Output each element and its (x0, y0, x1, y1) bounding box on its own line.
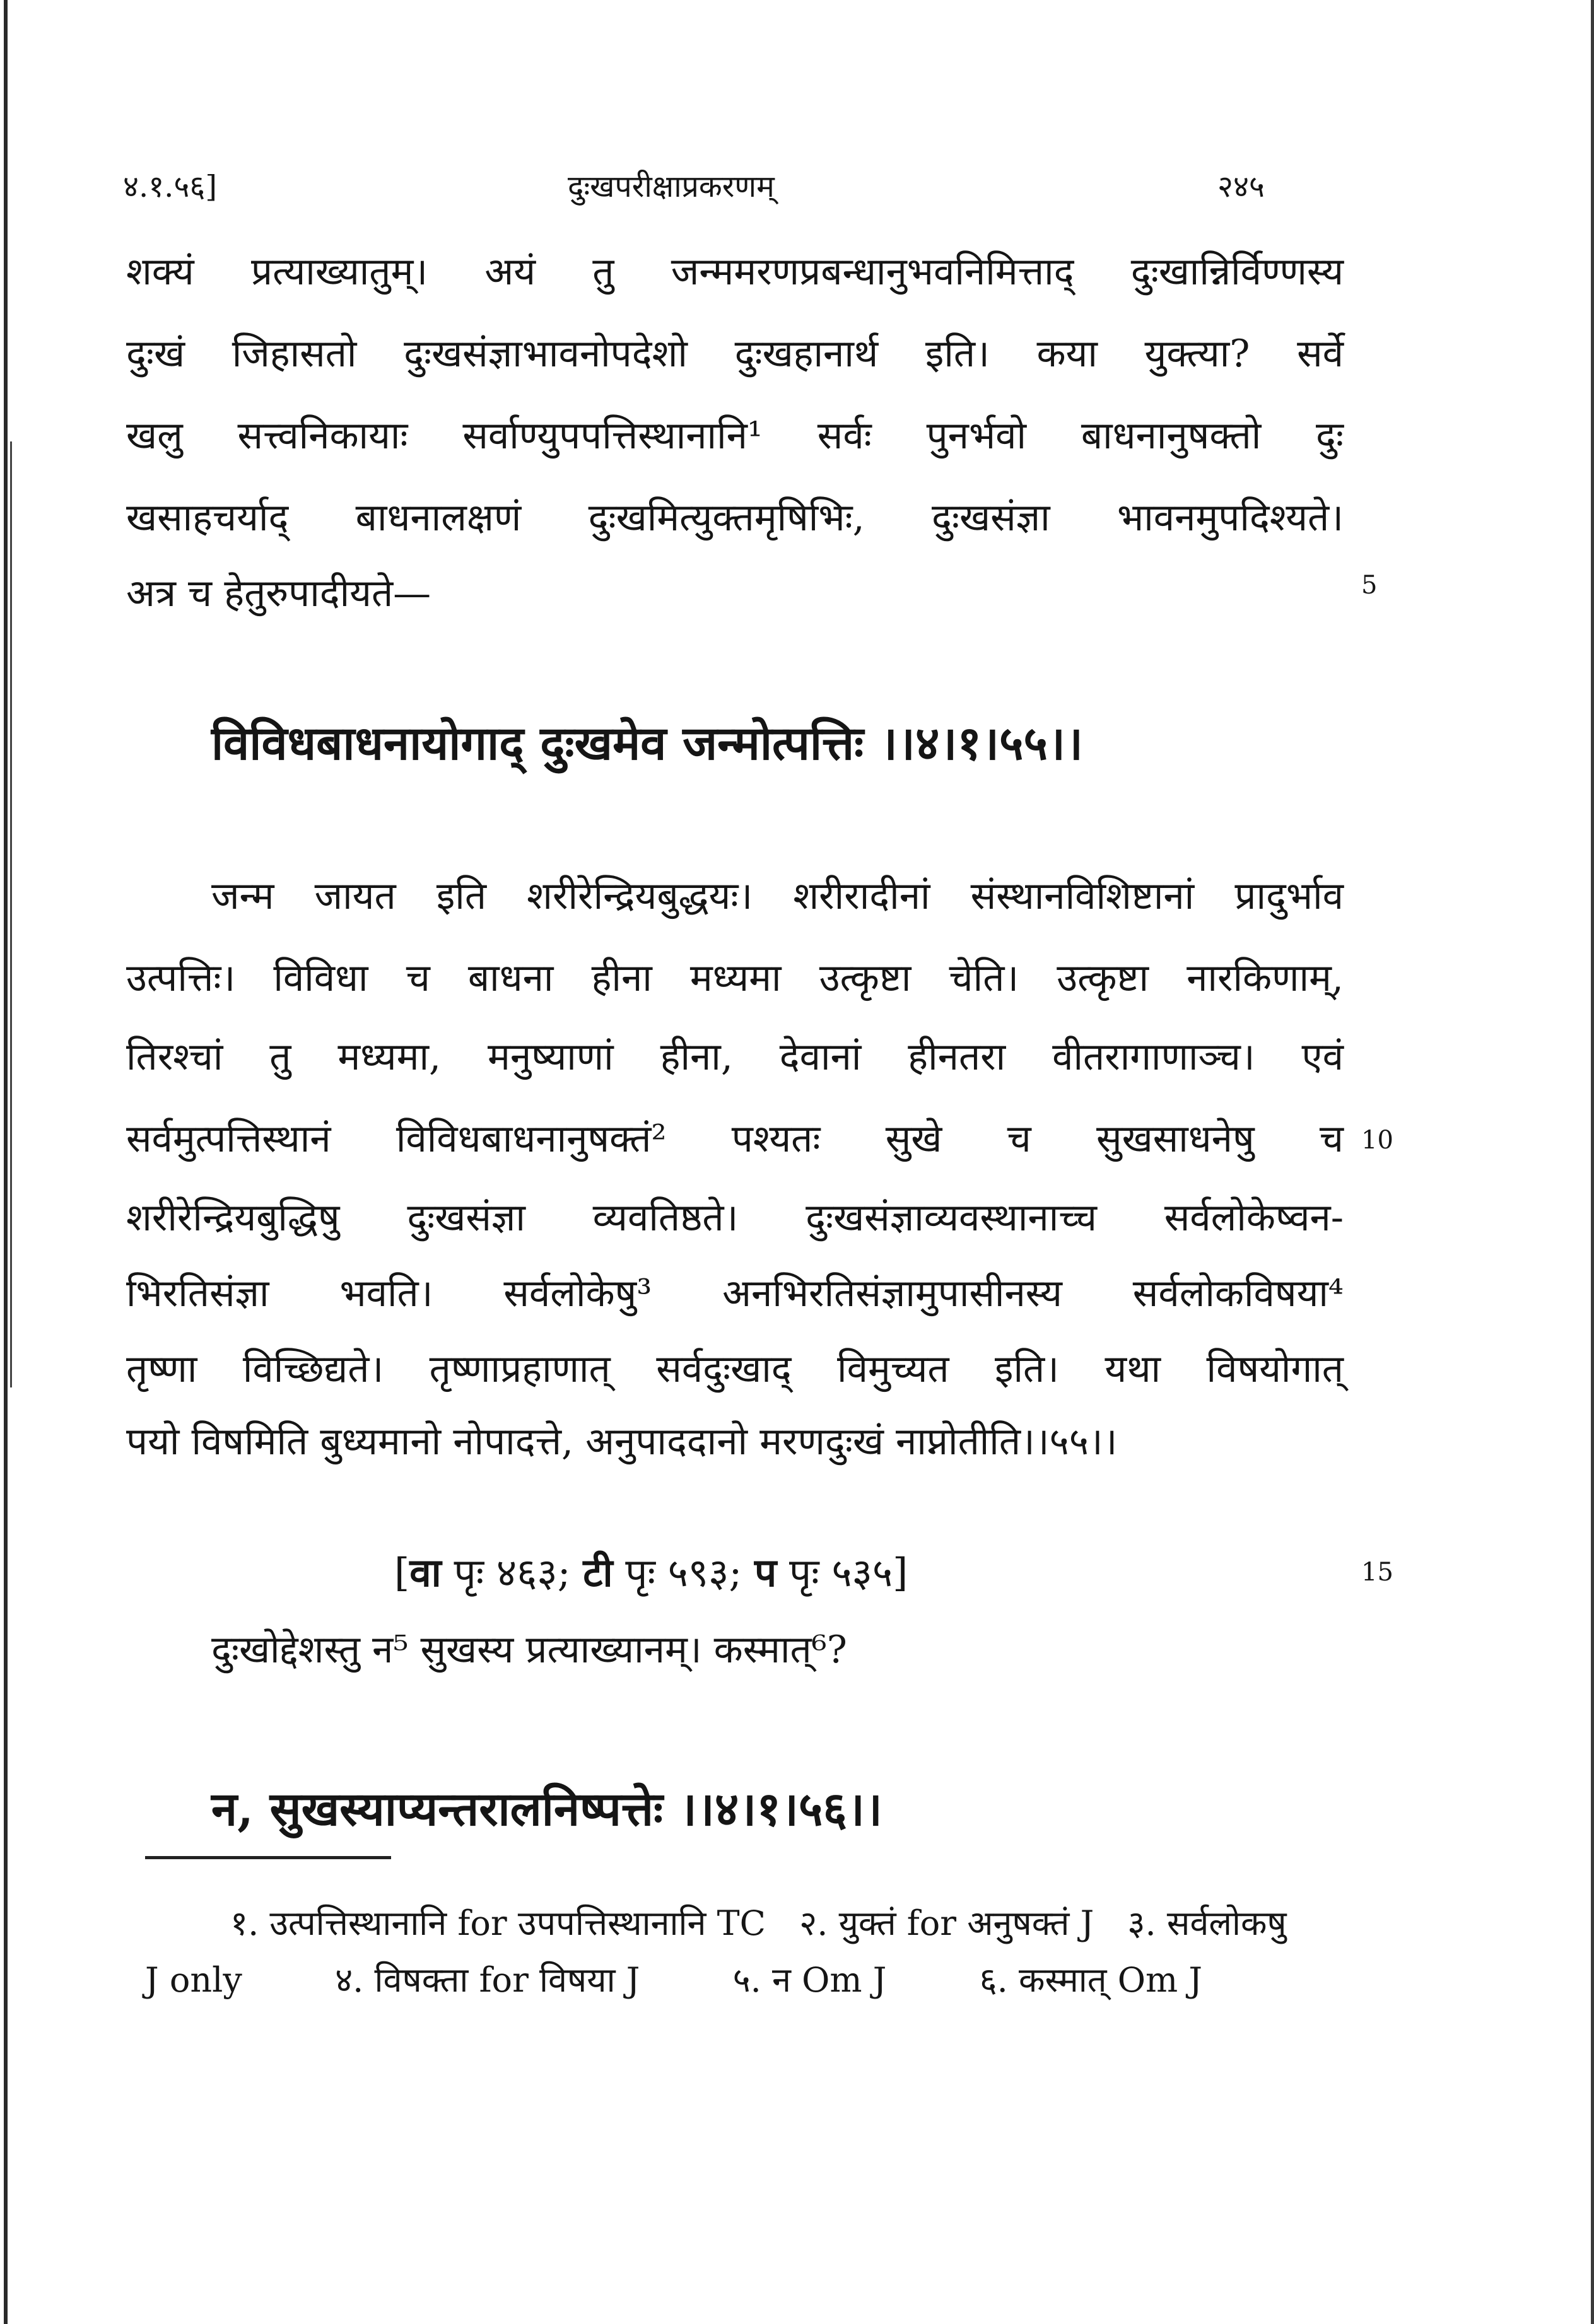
footnote-3-cont: J only (145, 1960, 242, 2000)
header-page-number: २४५ (1217, 169, 1265, 204)
header-section-number: ४.१.५६] (123, 169, 218, 204)
line-number-15: 15 (1361, 1558, 1393, 1587)
ref-val-ti: पृः ५९३; (612, 1550, 755, 1596)
ref-key-va: वा (409, 1550, 442, 1596)
edition-reference (394, 1545, 908, 1598)
footnotes-line-1 (230, 1898, 1331, 1945)
line-number-5: 5 (1361, 571, 1378, 600)
ref-open: [ (394, 1550, 410, 1596)
para3-line: दुःखोद्देशस्तु न⁵ सुखस्य प्रत्याख्यानम्। कस्मात्⁶? (211, 1628, 847, 1672)
para2-line-1: जन्म जायत इति शरीरेन्द्रियबुद्धयः। शरीरादीनां संस्थानविशिष्टानां प्रादुर्भाव (211, 874, 1344, 918)
footnote-6: ६. कस्मात् Om J (979, 1960, 1202, 2000)
footnote-5: ५. न Om J (732, 1960, 887, 2000)
ref-val-pa: पृः ५३५] (776, 1550, 908, 1596)
para1-line-1: शक्यं प्रत्याख्यातुम्। अयं तु जन्ममरणप्रबन्धानुभवनिमित्ताद् दुःखान्निर्विण्णस्य (126, 250, 1344, 294)
para2-line-6: भिरतिसंज्ञा भवति। सर्वलोकेषु³ अनभिरतिसंज्ञामुपासीनस्य सर्वलोकविषया⁴ (126, 1271, 1344, 1316)
sutra-4-1-56: न, सुखस्याप्यन्तरालनिष्पत्तेः ।।४।१।५६।। (211, 1782, 882, 1836)
para1-line-4: खसाहचर्याद् बाधनालक्षणं दुःखमित्युक्तमृषिभिः, दुःखसंज्ञा भावनमुपदिश्यते। (126, 496, 1344, 540)
footnote-1: १. उत्पत्तिस्थानानि for उपपत्तिस्थानानि TC (230, 1903, 766, 1943)
footnotes-line-2 (145, 1955, 1331, 2002)
page-edge-left-inner (10, 441, 12, 1387)
line-number-10: 10 (1361, 1126, 1393, 1155)
footnote-2: २. युक्तं for अनुषक्तं J (799, 1903, 1094, 1943)
ref-key-ti: टी (583, 1550, 613, 1596)
para1-line-2: दुःखं जिहासतो दुःखसंज्ञाभावनोपदेशो दुःखहानार्थ इति। कया युक्त्या? सर्वे (126, 332, 1344, 376)
ref-val-va: पृः ४६३; (441, 1550, 583, 1596)
para2-line-5: शरीरेन्द्रियबुद्धिषु दुःखसंज्ञा व्यवतिष्ठते। दुःखसंज्ञाव्यवस्थानाच्च सर्वलोकेष्वन- (126, 1196, 1344, 1240)
header-chapter-title: दुःखपरीक्षाप्रकरणम् (568, 169, 775, 204)
ref-key-pa: प (754, 1550, 777, 1596)
para2-line-4: सर्वमुत्पत्तिस्थानं विविधबाधनानुषक्तं² पश्यतः सुखे च सुखसाधनेषु च (126, 1117, 1344, 1161)
footnote-3: ३. सर्वलोकषु (1127, 1903, 1287, 1943)
para2-line-3: तिरश्चां तु मध्यमा, मनुष्याणां हीना, देवानां हीनतरा वीतरागाणाञ्च। एवं (126, 1035, 1344, 1079)
para1-line-3: खलु सत्त्वनिकायाः सर्वाण्युपपत्तिस्थानानि¹ सर्वः पुनर्भवो बाधनानुषक्तो दुः (126, 414, 1344, 458)
para2-line-8: पयो विषमिति बुध्यमानो नोपादत्ते, अनुपाददानो मरणदुःखं नाप्नोतीति।।५५।। (126, 1420, 1118, 1464)
sutra-4-1-55: विविधबाधनायोगाद् दुःखमेव जन्मोत्पत्तिः ।।४।१।५५।। (211, 716, 1084, 771)
page-edge-right (1591, 0, 1594, 2324)
para1-line-5: अत्र च हेतुरुपादीयते— (126, 571, 431, 616)
para2-line-2: उत्पत्तिः। विविधा च बाधना हीना मध्यमा उत्कृष्टा चेति। उत्कृष्टा नारकिणाम्, (126, 956, 1344, 1000)
para2-line-7: तृष्णा विच्छिद्यते। तृष्णाप्रहाणात् सर्वदुःखाद् विमुच्यत इति। यथा विषयोगात् (126, 1347, 1344, 1391)
page-edge-left (4, 0, 8, 2324)
footnote-4: ४. विषक्ता for विषया J (335, 1960, 640, 2000)
footnote-rule (145, 1856, 391, 1859)
